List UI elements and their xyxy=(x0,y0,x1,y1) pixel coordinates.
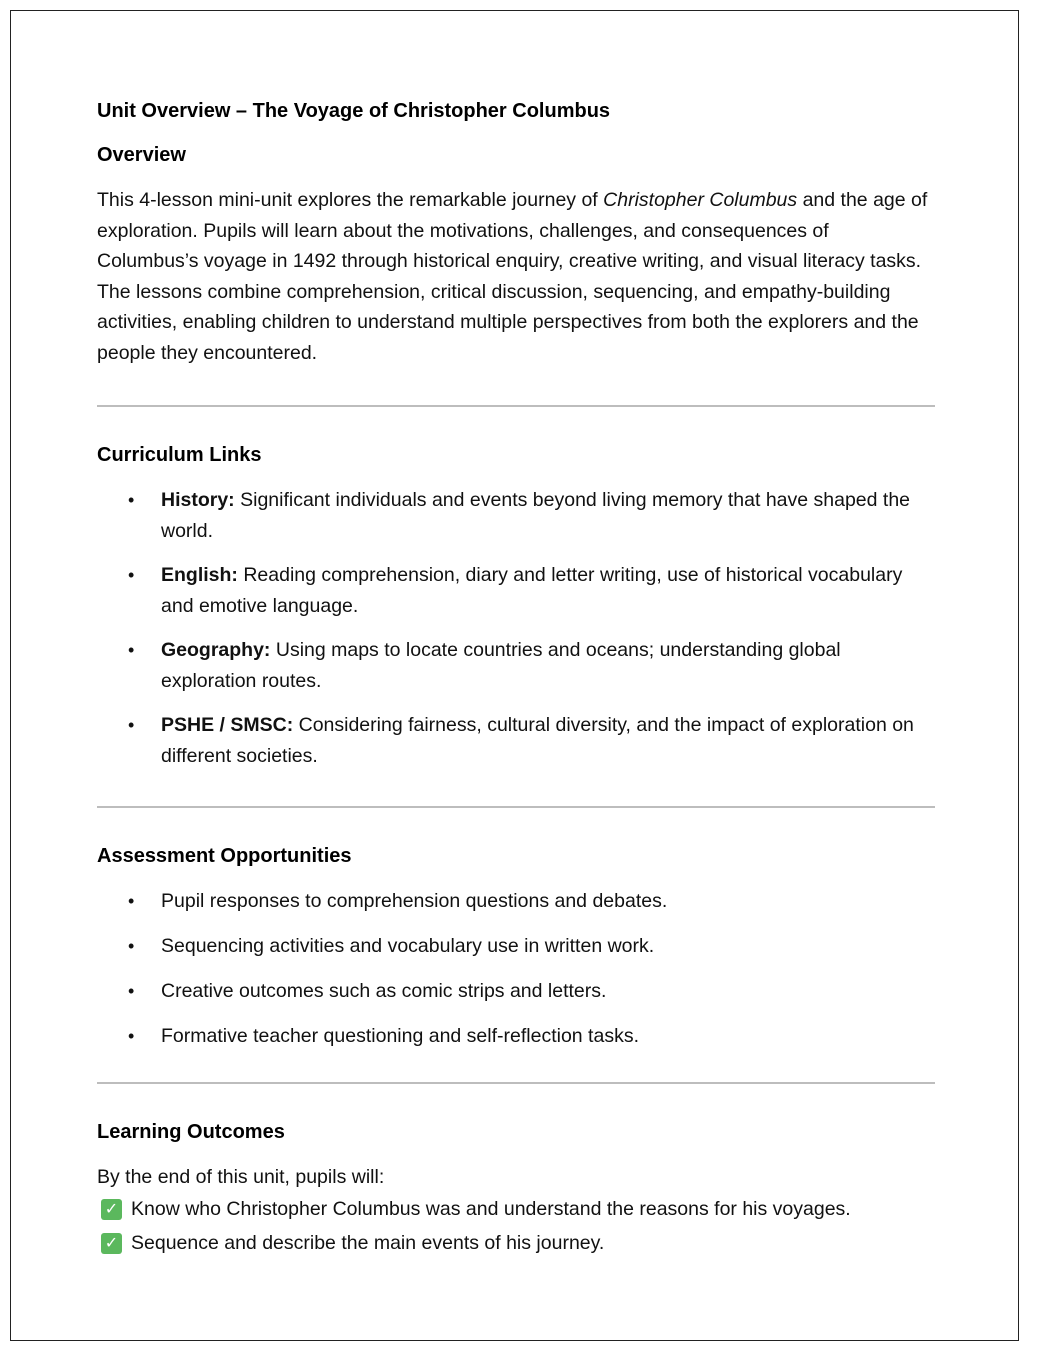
list-item-label: History: xyxy=(161,488,235,511)
bullet-icon: • xyxy=(128,489,135,510)
document-content xyxy=(97,97,935,1260)
section-divider xyxy=(97,806,935,808)
outcome-item xyxy=(97,1192,935,1226)
bullet-icon: • xyxy=(128,935,135,956)
list-item xyxy=(97,1021,935,1052)
check-box-icon: ✓ xyxy=(101,1233,122,1254)
overview-text-start: This 4-lesson mini-unit explores the remarkable journey of xyxy=(97,189,604,211)
page-title: Unit Overview – The Voyage of Christopher Columbus xyxy=(97,100,611,122)
list-item xyxy=(97,976,935,1007)
list-item-label: English: xyxy=(161,563,238,586)
section-divider xyxy=(97,1082,935,1084)
bullet-icon: • xyxy=(128,1025,135,1046)
outcome-text: Know who Christopher Columbus was and understand the reasons for his voyages. xyxy=(131,1198,851,1221)
outcome-text: Sequence and describe the main events of his journey. xyxy=(131,1232,605,1255)
list-item-text: Significant individuals and events beyond living memory that have shaped the world. xyxy=(161,488,911,542)
bullet-icon: • xyxy=(128,639,135,660)
overview-text-italic: Christopher Columbus xyxy=(603,189,798,211)
bullet-icon: • xyxy=(128,714,135,735)
outcomes-lead: By the end of this unit, pupils will: xyxy=(97,1165,385,1188)
bullet-icon: • xyxy=(128,564,135,585)
overview-heading: Overview xyxy=(97,144,186,166)
list-item-text: Considering fairness, cultural diversity, and the impact of exploration on different societies. xyxy=(161,713,914,767)
document-page xyxy=(10,10,1019,1341)
list-item xyxy=(97,485,935,547)
curriculum-list xyxy=(97,485,935,772)
list-item xyxy=(97,710,935,772)
outcomes-heading: Learning Outcomes xyxy=(97,1120,285,1143)
list-item-text: Sequencing activities and vocabulary use in written work. xyxy=(161,934,655,957)
curriculum-heading: Curriculum Links xyxy=(97,443,262,466)
list-item-text: Using maps to locate countries and oceans; understanding global exploration routes. xyxy=(161,638,841,692)
bullet-icon: • xyxy=(128,890,135,911)
assessment-list xyxy=(97,886,935,1052)
list-item-text: Pupil responses to comprehension questions and debates. xyxy=(161,889,668,912)
list-item-label: PSHE / SMSC: xyxy=(161,713,294,736)
list-item-text: Reading comprehension, diary and letter writing, use of historical vocabulary and emotive language. xyxy=(161,563,903,617)
assessment-heading: Assessment Opportunities xyxy=(97,844,352,867)
overview-paragraph xyxy=(97,185,935,369)
check-box-icon: ✓ xyxy=(101,1199,122,1220)
bullet-icon: • xyxy=(128,980,135,1001)
list-item-label: Geography: xyxy=(161,638,271,661)
list-item xyxy=(97,886,935,917)
section-divider xyxy=(97,405,935,407)
list-item-text: Formative teacher questioning and self-reflection tasks. xyxy=(161,1024,639,1047)
outcome-item xyxy=(97,1226,935,1260)
overview-text-end: and the age of exploration. Pupils will learn about the motivations, challenges, and consequences of Columbus’s voyage in 1492 through historical enquiry, creative writing, and visual literacy tasks. The lessons combine comprehension, critical discussion, sequencing, and empathy-building activities, enabling children to understand multiple perspectives from both the explorers and the people they encountered. xyxy=(97,189,928,364)
list-item xyxy=(97,635,935,697)
list-item xyxy=(97,560,935,622)
list-item xyxy=(97,931,935,962)
list-item-text: Creative outcomes such as comic strips and letters. xyxy=(161,979,607,1002)
